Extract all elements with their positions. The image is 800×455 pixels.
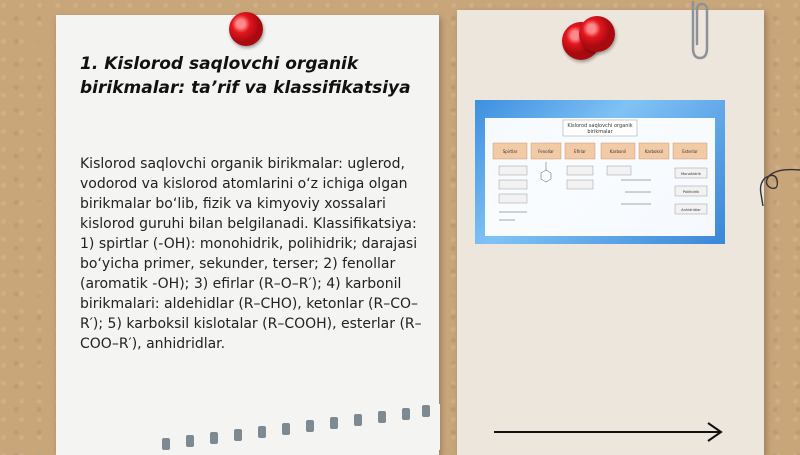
category-label: Spirtlar <box>502 149 518 154</box>
diagram-graphic <box>475 100 725 244</box>
category-label: Esterlar <box>682 149 698 154</box>
diagram-subheading: birikmalar <box>587 129 613 135</box>
pushpin-icon <box>579 16 615 52</box>
diagram-heading: Kislorod saqlovchi organik <box>567 123 633 129</box>
side-item-label: Monohidrik <box>681 172 701 176</box>
body-paragraph: Kislorod saqlovchi organik birikmalar: uglerod, vodorod va kislorod atomlarini o‘z ichiga olgan birikmalar bo‘lib, fizik va kimyoviy xossalari kislorod guruhi bilan belgilanadi. Klassifikatsiya: 1) spirtlar (-OH): monohidrik, polihidrik; darajasi bo‘yicha primer, sekunder, terser; 2) fenollar (aromatik -OH); 3) efirlar (R–O–R′); 4) karbonil birikmalari: aldehidlar (R–CHO), ketonlar (R–CO–R′); 5) karboksil kislotalar (R–COOH), esterlar (R–COO–R′), anhidridlar. <box>80 156 422 352</box>
classification-diagram <box>475 100 725 244</box>
category-label: Karbonil <box>609 149 627 154</box>
category-label: Karboksil <box>644 149 664 154</box>
tear-strip <box>150 396 440 450</box>
subcategory-box <box>499 166 527 175</box>
category-label: Efirlar <box>574 149 586 154</box>
scribble-decoration <box>757 150 800 210</box>
category-label: Fenollar <box>538 149 554 154</box>
pushpin-icon <box>229 12 263 46</box>
side-item-label: Anhidridlar <box>681 208 701 212</box>
side-item-label: Polihidrik <box>682 190 700 194</box>
arrow-right-icon <box>494 422 724 442</box>
paperclip-icon <box>683 0 713 62</box>
page-title: 1. Kislorod saqlovchi organik birikmalar: ta’rif va klassifikatsiya <box>80 54 411 98</box>
